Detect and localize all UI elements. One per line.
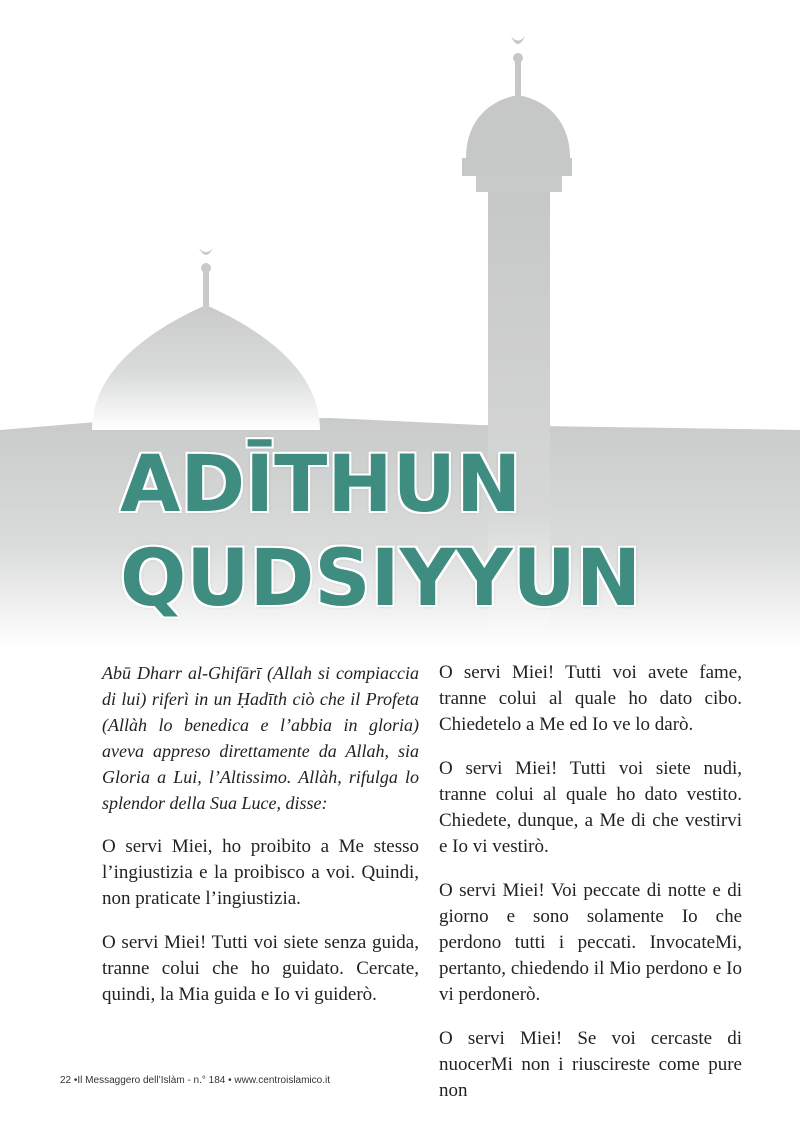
body-paragraph: O servi Miei, ho proibito a Me stesso l’ingiustizia e la proibisco a voi. Quindi, non praticate l’ingiustizia. [102,836,419,909]
body-paragraph: O servi Miei! Tutti voi avete fame, tranne colui al quale ho dato cibo. Chiedetelo a Me ed Io ve lo darò. [439,662,742,735]
page-footer: 22 •Il Messaggero dell’Islàm - n.° 184 • www.centroislamico.it [60,1075,330,1086]
text-column-right [439,660,742,1122]
body-paragraph: O servi Miei! Voi peccate di notte e di giorno e sono solamente Io che perdono tutti i peccati. InvocateMi, pertanto, chiedendo il Mio perdono e Io vi perdonerò. [439,880,742,1005]
page-title [120,438,641,626]
body-paragraph: O servi Miei! Se voi cercaste di nuocerMi non i riuscireste come pure non [439,1028,742,1101]
text-column-left [102,660,419,1026]
title-line-2: QUDSIYYUN [120,534,642,624]
intro-paragraph: Abū Dharr al-Ghifārī (Allah si compiaccia di lui) riferì in un Ḥadīth ciò che il Profeta (Allàh lo benedica e l’abbia in gloria) aveva appreso direttamente da Allah, sia Gloria a Lui, l’Altissimo. Allàh, rifulga lo splendor della Sua Luce, disse: [102,663,419,813]
title-line-1: ADĪTHUN [120,440,522,530]
body-paragraph: O servi Miei! Tutti voi siete nudi, tranne colui al quale ho dato vestito. Chiedete, dunque, a Me di che vestirvi e Io vi vestirò. [439,758,742,857]
body-paragraph: O servi Miei! Tutti voi siete senza guida, tranne colui che ho guidato. Cercate, quindi, la Mia guida e Io vi guiderò. [102,932,419,1005]
